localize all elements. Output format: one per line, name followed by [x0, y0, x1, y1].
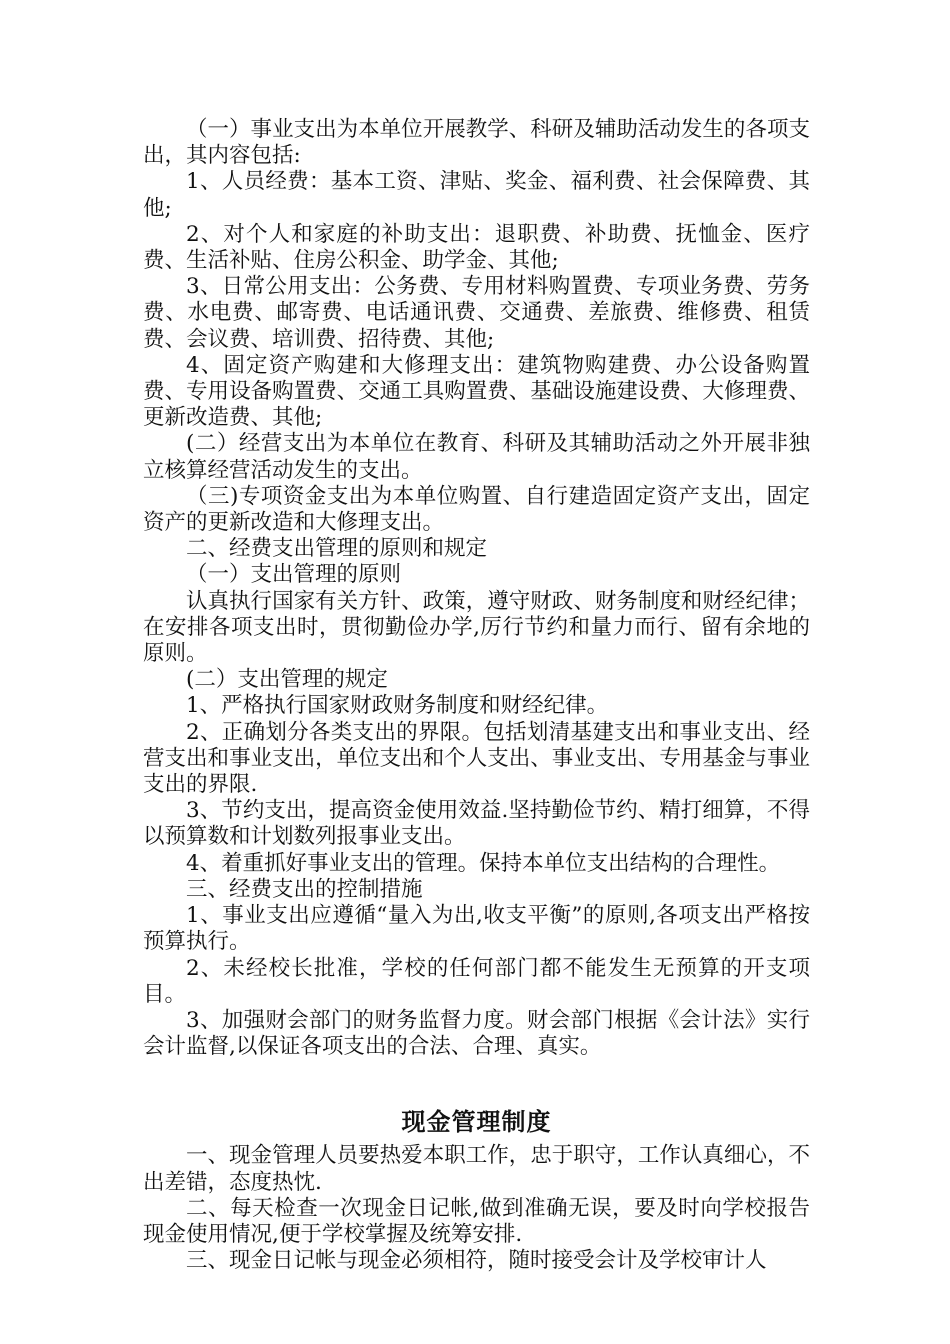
paragraph: 二、经费支出管理的原则和规定	[186, 536, 488, 562]
paragraph: 2、未经校长批准，学校的任何部门都不能发生无预算的开支项目。	[143, 955, 810, 1007]
paragraph: 4、着重抓好事业支出的管理。保持本单位支出结构的合理性。	[186, 850, 781, 876]
paragraph: （三)专项资金支出为本单位购置、自行建造固定资产支出，固定资产的更新改造和大修理支出。	[143, 483, 810, 536]
paragraph: 3、加强财会部门的财务监督力度。财会部门根据《会计法》实行会计监督,以保证各项支出的合法、合理、真实。	[143, 1007, 810, 1060]
paragraph: 三、现金日记帐与现金必须相符，随时接受会计及学校审计人	[186, 1248, 767, 1274]
paragraph: 三、经费支出的控制措施	[186, 876, 423, 902]
paragraph: (二）经营支出为本单位在教育、科研及其辅助活动之外开展非独立核算经营活动发生的支出。	[143, 431, 810, 483]
paragraph: 二、每天检查一次现金日记帐,做到准确无误，要及时向学校报告现金使用情况,便于学校掌握及统筹安排.	[143, 1195, 810, 1247]
paragraph: 1、事业支出应遵循“量入为出,收支平衡”的原则,各项支出严格按预算执行。	[143, 903, 810, 955]
paragraph: 1、严格执行国家财政财务制度和财经纪律。	[186, 693, 609, 719]
paragraph: 3、节约支出，提高资金使用效益.坚持勤俭节约、精打细算，不得以预算数和计划数列报事业支出。	[143, 798, 810, 850]
document-page	[143, 117, 810, 1274]
paragraph: 1、人员经费：基本工资、津贴、奖金、福利费、社会保障费、其他;	[143, 169, 810, 221]
paragraph: 2、对个人和家庭的补助支出：退职费、补助费、抚恤金、医疗费、生活补贴、住房公积金、助学金、其他;	[143, 221, 810, 274]
paragraph: 4、固定资产购建和大修理支出：建筑物购建费、办公设备购置费、专用设备购置费、交通工具购置费、基础设施建设费、大修理费、更新改造费、其他;	[143, 352, 810, 431]
paragraph: （一）支出管理的原则	[186, 562, 402, 588]
section-expenditure-rules	[143, 117, 810, 1060]
paragraph: （一）事业支出为本单位开展教学、科研及辅助活动发生的各项支出，其内容包括:	[143, 117, 810, 169]
paragraph: 认真执行国家有关方针、政策，遵守财政、财务制度和财经纪律；在安排各项支出时，贯彻勤俭办学,厉行节约和量力而行、留有余地的原则。	[143, 588, 810, 667]
section-title: 现金管理制度	[401, 1108, 552, 1137]
paragraph: 一、现金管理人员要热爱本职工作，忠于职守，工作认真细心，不出差错，态度热忱.	[143, 1143, 810, 1195]
section-cash-management	[143, 1143, 810, 1274]
paragraph: 2、正确划分各类支出的界限。包括划清基建支出和事业支出、经营支出和事业支出，单位支出和个人支出、事业支出、专用基金与事业支出的界限.	[143, 719, 810, 798]
paragraph: (二）支出管理的规定	[186, 667, 388, 693]
paragraph: 3、日常公用支出：公务费、专用材料购置费、专项业务费、劳务费、水电费、邮寄费、电话通讯费、交通费、差旅费、维修费、租赁费、会议费、培训费、招待费、其他;	[143, 274, 810, 352]
